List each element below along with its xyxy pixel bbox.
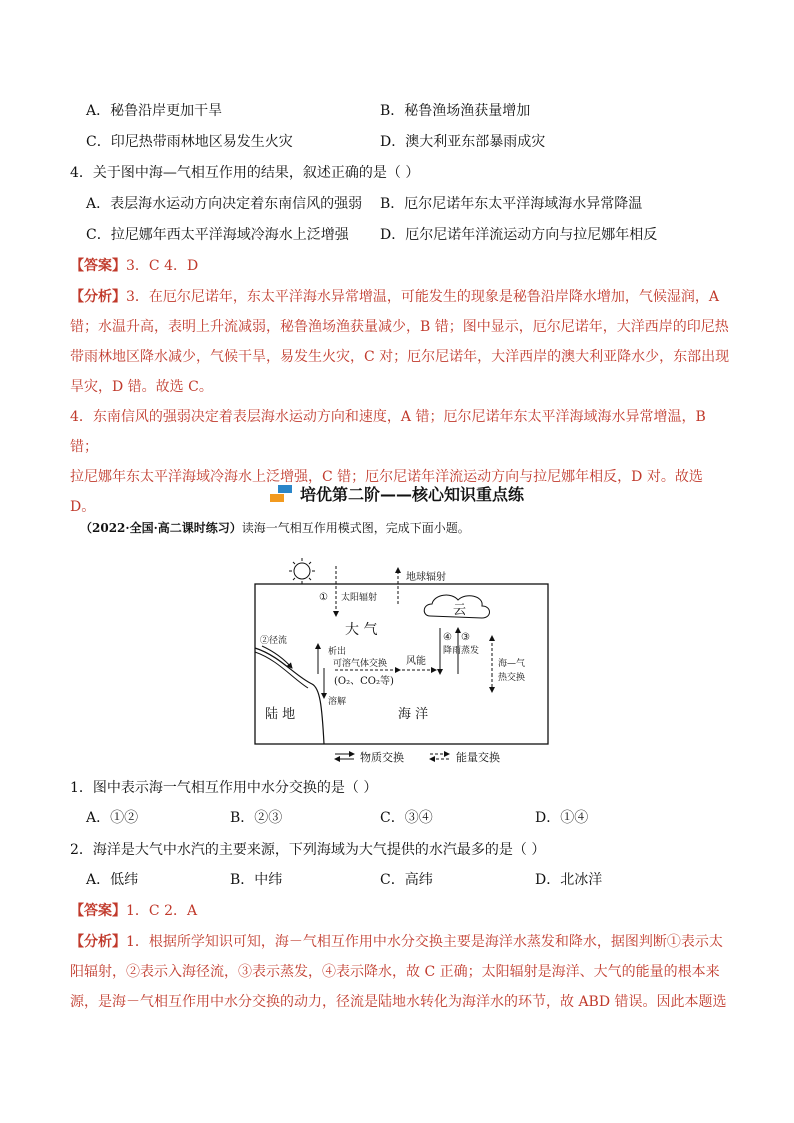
q2-stem: 2．海洋是大气中水汽的主要来源，下列海域为大气提供的水汽最多的是（ ） — [70, 842, 546, 858]
legend-matter: 物质交换 — [360, 751, 404, 764]
analysis-tag: 【分析】 — [70, 934, 126, 950]
label-ocean: 海 洋 — [398, 707, 429, 722]
q3-option-b: B．秘鲁渔场渔获量增加 — [380, 103, 531, 119]
label-release: 析出 — [328, 647, 347, 657]
label-solar-radiation: 太阳辐射 — [341, 593, 378, 603]
label-earth-radiation: 地球辐射 — [406, 572, 446, 583]
q2-option-a: A．低纬 — [86, 872, 139, 888]
q3-option-d: D．澳大利亚东部暴雨成灾 — [380, 134, 546, 150]
answer-text: 1．C 2．A — [126, 903, 198, 919]
label-gas-formula: (O₂、CO₂等) — [334, 676, 394, 687]
source-tag: （2022·全国·高二课时练习） — [80, 521, 242, 535]
label-heat-exchange-2: 热交换 — [498, 673, 526, 683]
q2-option-c: C．高纬 — [380, 872, 433, 888]
coastline — [255, 648, 324, 744]
analysis-block-2 — [70, 927, 730, 1017]
q1-option-d: D．①④ — [535, 810, 589, 826]
section-bars-icon — [270, 485, 294, 503]
answer-block-2 — [70, 901, 197, 921]
label-n3: ③ — [461, 632, 470, 643]
q3-option-c: C．印尼热带雨林地区易发生火灾 — [86, 134, 293, 150]
sun-icon — [289, 558, 315, 584]
answer-text: 3．C 4．D — [126, 258, 199, 274]
analysis-line: 源，是海－气相互作用中水分交换的动力，径流是陆地水转化为海洋水的环节，故 ABD 错误。因此本题选 — [70, 994, 727, 1010]
analysis-tag: 【分析】 — [70, 289, 126, 305]
q3-option-a: A．秘鲁沿岸更加干旱 — [86, 103, 223, 119]
q4-option-a: A．表层海水运动方向决定着东南信风的强弱 — [86, 196, 363, 212]
answer-tag: 【答案】 — [70, 258, 126, 274]
analysis-line: 阳辐射，②表示入海径流，③表示蒸发，④表示降水，故 C 正确；太阳辐射是海洋、大气的能量的根本来 — [70, 964, 720, 980]
q1-option-b: B．②③ — [230, 810, 283, 826]
label-evap: 蒸发 — [461, 646, 480, 656]
label-precip: 降雨 — [443, 646, 462, 656]
label-gas-exchange: 可溶气体交换 — [333, 659, 388, 669]
label-n1: ① — [319, 592, 328, 603]
answer-block-1 — [70, 256, 198, 276]
analysis-line: 错；水温升高，表明上升流减弱，秘鲁渔场渔获量减少，B 错；图中显示，厄尔尼诺年，大洋西岸的印尼热 — [70, 319, 729, 335]
q1-option-a: A．①② — [86, 810, 139, 826]
label-heat-exchange-1: 海—气 — [498, 659, 526, 669]
source-line — [80, 520, 470, 536]
analysis-line: 4．东南信风的强弱决定着表层海水运动方向和速度，A 错；厄尔尼诺年东太平洋海域海水异常增温，B 错； — [70, 409, 706, 455]
label-n4: ④ — [443, 632, 452, 643]
label-cloud: 云 — [453, 603, 467, 618]
label-runoff: ②径流 — [260, 636, 288, 646]
sea-air-diagram — [240, 556, 560, 770]
q4-stem: 4．关于图中海—气相互作用的结果，叙述正确的是（ ） — [70, 165, 420, 181]
q2-option-b: B．中纬 — [230, 872, 283, 888]
q4-option-c: C．拉尼娜年西太平洋海域冷海水上泛增强 — [86, 227, 349, 243]
analysis-line: 旱灾，D 错。故选 C。 — [70, 379, 213, 395]
q2-option-d: D．北冰洋 — [535, 872, 603, 888]
legend — [335, 750, 500, 764]
analysis-line: 带雨林地区降水减少，气候干旱，易发生火灾，C 对；厄尔尼诺年，大洋西岸的澳大利亚降水少，东部出现 — [70, 349, 730, 365]
q1-stem: 1．图中表示海一气相互作用中水分交换的是（ ） — [70, 780, 378, 796]
q1-option-c: C．③④ — [380, 810, 433, 826]
analysis-line: 【分析】3．在厄尔尼诺年，东太平洋海水异常增温，可能发生的现象是秘鲁沿岸降水增加，气候湿润，A — [70, 289, 720, 305]
section-title: 培优第二阶——核心知识重点练 — [0, 482, 794, 505]
q4-option-b: B．厄尔尼诺年东太平洋海域海水异常降温 — [380, 196, 643, 212]
label-wind-energy: 风能 — [406, 656, 426, 667]
analysis-line: 【分析】1．根据所学知识可知，海－气相互作用中水分交换主要是海洋水蒸发和降水，据图判断①表示太 — [70, 934, 723, 950]
answer-tag: 【答案】 — [70, 903, 126, 919]
label-land: 陆 地 — [265, 707, 296, 722]
source-text: 读海一气相互作用模式图，完成下面小题。 — [241, 521, 470, 535]
analysis-line: 拉尼娜年东太平洋海域冷海水上泛增强，C 错；厄尔尼诺年洋流运动方向与拉尼娜年相反，D 对。故选 D。 — [70, 469, 703, 515]
label-atmosphere: 大 气 — [345, 622, 378, 638]
label-dissolve: 溶解 — [328, 697, 347, 707]
q4-option-d: D．厄尔尼诺年洋流运动方向与拉尼娜年相反 — [380, 227, 658, 243]
legend-energy: 能量交换 — [456, 751, 500, 764]
